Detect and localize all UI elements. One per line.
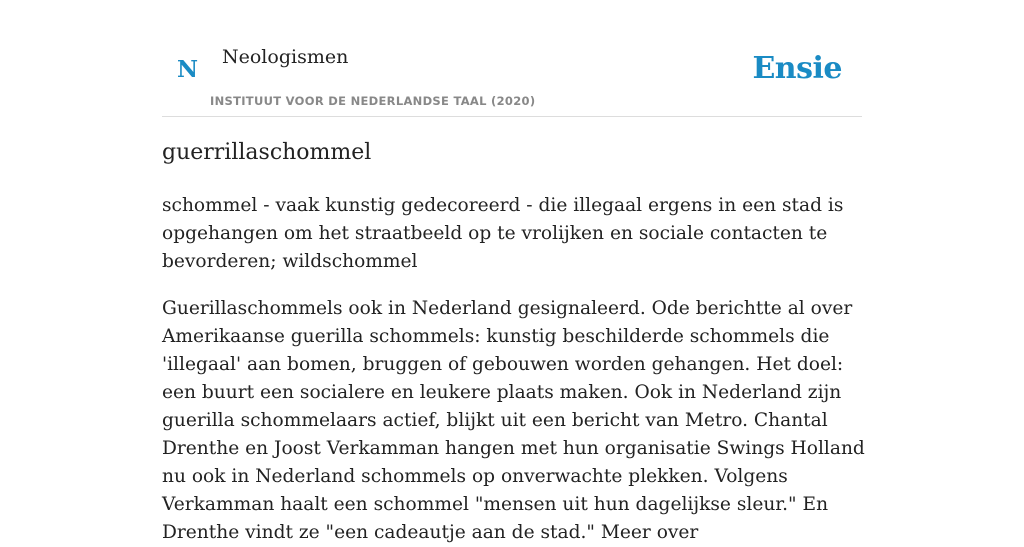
entry-definition: schommel - vaak kunstig gedecoreerd - die illegaal ergens in een stad is opgehangen om het straatbeeld op te vrolijken en sociale contacten te bevorderen; wildschommel [162, 195, 844, 272]
entry-header [162, 0, 862, 117]
book-title-link[interactable]: Neologismen [222, 46, 349, 68]
book-source-label: INSTITUUT VOOR DE NEDERLANDSE TAAL (2020) [210, 94, 536, 108]
entry-page [162, 0, 865, 543]
entry-term: guerrillaschommel [162, 140, 372, 165]
entry-quote: Guerillaschommels ook in Nederland gesignaleerd. Ode berichtte al over Amerikaanse guerilla schommels: kunstig beschilderde schommels die 'illegaal' aan bomen, bruggen of gebouwen worden gehangen. Het doel: een buurt een socialere en leukere plaats maken. Ook in Nederland zijn guerilla schommelaars actief, blijkt uit een bericht van Metro. Chantal Drenthe en Joost Verkamman hangen met hun organisatie Swings Holland nu ook in Nederland schommels op onverwachte plekken. Volgens Verkamman haalt een schommel "mensen uit hun dagelijkse sleur." En Drenthe vindt ze "een cadeautje aan de stad." Meer over [162, 298, 865, 543]
book-letter-icon[interactable]: N [177, 56, 199, 83]
ensie-logo-link[interactable]: Ensie [752, 51, 842, 86]
